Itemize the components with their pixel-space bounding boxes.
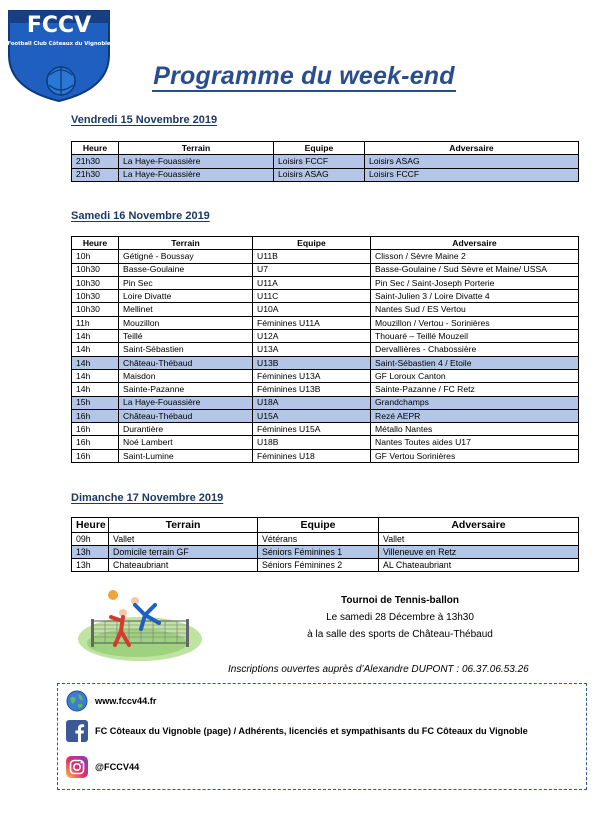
cell-terrain: Loire Divatte [119,290,253,303]
cell-equipe: U11A [253,276,371,289]
event-location: à la salle des sports de Château-Thébaud [307,629,493,640]
table-row [72,423,579,436]
cell-adversaire: Saint-Julien 3 / Loire Divatte 4 [371,290,579,303]
cell-equipe: Vétérans [258,533,379,546]
website-link[interactable]: www.fccv44.fr [95,696,157,706]
instagram-icon [66,756,88,778]
table-row [72,546,579,559]
header-terrain: Terrain [109,518,258,533]
cell-terrain: La Haye-Fouassière [119,168,274,181]
cell-equipe: Féminines U15A [253,423,371,436]
cell-terrain: Sainte-Pazanne [119,383,253,396]
table-row [72,356,579,369]
cell-adversaire: Mouzillon / Vertou - Sorinières [371,316,579,329]
cell-equipe: U11C [253,290,371,303]
cell-adversaire: Dervallières - Chabossière [371,343,579,356]
cell-adversaire: Clisson / Sèvre Maine 2 [371,250,579,263]
cell-adversaire: GF Vertou Sorinières [371,449,579,462]
cell-terrain: Teillé [119,330,253,343]
cell-adversaire: Loisirs FCCF [365,168,579,181]
cell-heure: 14h [72,330,119,343]
header-adversaire: Adversaire [371,237,579,250]
cell-adversaire: Saint-Sébastien 4 / Etoile [371,356,579,369]
cell-equipe: Féminines U13B [253,383,371,396]
cell-equipe: Féminines U13A [253,369,371,382]
table-row [72,449,579,462]
page-title: Programme du week-end [153,62,455,90]
facebook-row [66,720,528,742]
table-row [72,316,579,329]
cell-equipe: Féminines U11A [253,316,371,329]
schedule-table-dimanche [71,517,579,572]
schedule-table-vendredi [71,141,579,182]
table-header-row [72,237,579,250]
day-title-dimanche: Dimanche 17 Novembre 2019 [71,492,224,504]
cell-terrain: Saint-Lumine [119,449,253,462]
schedule-table-samedi [71,236,579,463]
event-date: Le samedi 28 Décembre à 13h30 [326,612,474,623]
cell-equipe: U15A [253,409,371,422]
event-title: Tournoi de Tennis-ballon [341,595,459,606]
cell-heure: 14h [72,343,119,356]
website-row [66,690,156,712]
table-row [72,343,579,356]
cell-equipe: U18A [253,396,371,409]
cell-heure: 21h30 [72,168,119,181]
cell-adversaire: Sainte-Pazanne / FC Retz [371,383,579,396]
cell-terrain: Chateaubriant [109,559,258,572]
header-heure: Heure [72,142,119,155]
contact-footer [57,683,587,790]
cell-heure: 10h30 [72,303,119,316]
header-adversaire: Adversaire [379,518,579,533]
header-equipe: Equipe [253,237,371,250]
instagram-row [66,756,139,778]
cell-terrain: Maisdon [119,369,253,382]
svg-text:FCCV: FCCV [26,13,92,38]
cell-adversaire: Vallet [379,533,579,546]
cell-terrain: Gétigné - Boussay [119,250,253,263]
facebook-icon [66,720,88,742]
cell-equipe: Séniors Féminines 1 [258,546,379,559]
cell-equipe: U7 [253,263,371,276]
cell-heure: 10h30 [72,263,119,276]
cell-heure: 11h [72,316,119,329]
inscriptions-note: Inscriptions ouvertes auprès d’Alexandre DUPONT : 06.37.06.53.26 [228,664,529,675]
cell-equipe: U13A [253,343,371,356]
table-row [72,533,579,546]
cell-terrain: Basse-Goulaine [119,263,253,276]
cell-terrain: Durantière [119,423,253,436]
day-title-vendredi: Vendredi 15 Novembre 2019 [71,114,218,126]
table-header-row [72,142,579,155]
cell-equipe: Féminines U18 [253,449,371,462]
header-equipe: Equipe [258,518,379,533]
table-row [72,559,579,572]
table-row [72,330,579,343]
day-title-samedi: Samedi 16 Novembre 2019 [71,210,210,222]
cell-adversaire: Rezé AEPR [371,409,579,422]
cell-equipe: U11B [253,250,371,263]
header-terrain: Terrain [119,237,253,250]
cell-heure: 14h [72,369,119,382]
cell-equipe: U12A [253,330,371,343]
cell-adversaire: Pin Sec / Saint-Joseph Porterie [371,276,579,289]
table-row [72,250,579,263]
globe-icon [66,690,88,712]
cell-equipe: U13B [253,356,371,369]
table-row [72,369,579,382]
cell-terrain: La Haye-Fouassière [119,155,274,168]
cell-adversaire: Nantes Sud / ES Vertou [371,303,579,316]
cell-terrain: Château-Thébaud [119,356,253,369]
cell-heure: 16h [72,423,119,436]
cell-adversaire: AL Chateaubriant [379,559,579,572]
cell-heure: 16h [72,409,119,422]
cell-equipe: Loisirs FCCF [274,155,365,168]
cell-adversaire: Loisirs ASAG [365,155,579,168]
cell-terrain: Vallet [109,533,258,546]
cell-adversaire: Thouaré – Teillé Mouzeil [371,330,579,343]
cell-equipe: Séniors Féminines 2 [258,559,379,572]
table-row [72,276,579,289]
cell-terrain: Mouzillon [119,316,253,329]
cell-heure: 21h30 [72,155,119,168]
cell-heure: 10h30 [72,276,119,289]
cell-heure: 16h [72,449,119,462]
cell-heure: 09h [72,533,109,546]
cell-adversaire: Nantes Toutes aides U17 [371,436,579,449]
facebook-link[interactable]: FC Côteaux du Vignoble (page) / Adhérents, licenciés et sympathisants du FC Côteaux du Vignoble [95,726,528,736]
cell-heure: 14h [72,383,119,396]
table-row [72,263,579,276]
table-row [72,409,579,422]
cell-heure: 10h [72,250,119,263]
header-terrain: Terrain [119,142,274,155]
table-row [72,290,579,303]
cell-terrain: Noé Lambert [119,436,253,449]
cell-adversaire: Grandchamps [371,396,579,409]
cell-adversaire: Villeneuve en Retz [379,546,579,559]
cell-terrain: Saint-Sébastien [119,343,253,356]
cell-heure: 14h [72,356,119,369]
table-row [72,168,579,181]
instagram-link[interactable]: @FCCV44 [95,762,140,772]
cell-heure: 13h [72,559,109,572]
cell-terrain: Domicile terrain GF [109,546,258,559]
cell-terrain: Pin Sec [119,276,253,289]
svg-text:Football Club Côteaux du Vigno: Football Club Côteaux du Vignoble [7,41,111,47]
cell-equipe: U18B [253,436,371,449]
cell-heure: 13h [72,546,109,559]
cell-heure: 15h [72,396,119,409]
event-info [260,592,540,643]
table-row [72,155,579,168]
table-header-row [72,518,579,533]
cell-equipe: Loisirs ASAG [274,168,365,181]
cell-adversaire: Métallo Nantes [371,423,579,436]
header-equipe: Equipe [274,142,365,155]
header-adversaire: Adversaire [365,142,579,155]
header-heure: Heure [72,237,119,250]
cell-heure: 10h30 [72,290,119,303]
cell-heure: 16h [72,436,119,449]
cell-terrain: Château-Thébaud [119,409,253,422]
table-row [72,396,579,409]
cell-equipe: U10A [253,303,371,316]
table-row [72,383,579,396]
table-row [72,436,579,449]
cell-adversaire: Basse-Goulaine / Sud Sèvre et Maine/ USSA [371,263,579,276]
cell-terrain: Mellinet [119,303,253,316]
cell-terrain: La Haye-Fouassière [119,396,253,409]
header-heure: Heure [72,518,109,533]
table-row [72,303,579,316]
tennis-ballon-illustration [75,583,205,663]
cell-adversaire: GF Loroux Canton [371,369,579,382]
